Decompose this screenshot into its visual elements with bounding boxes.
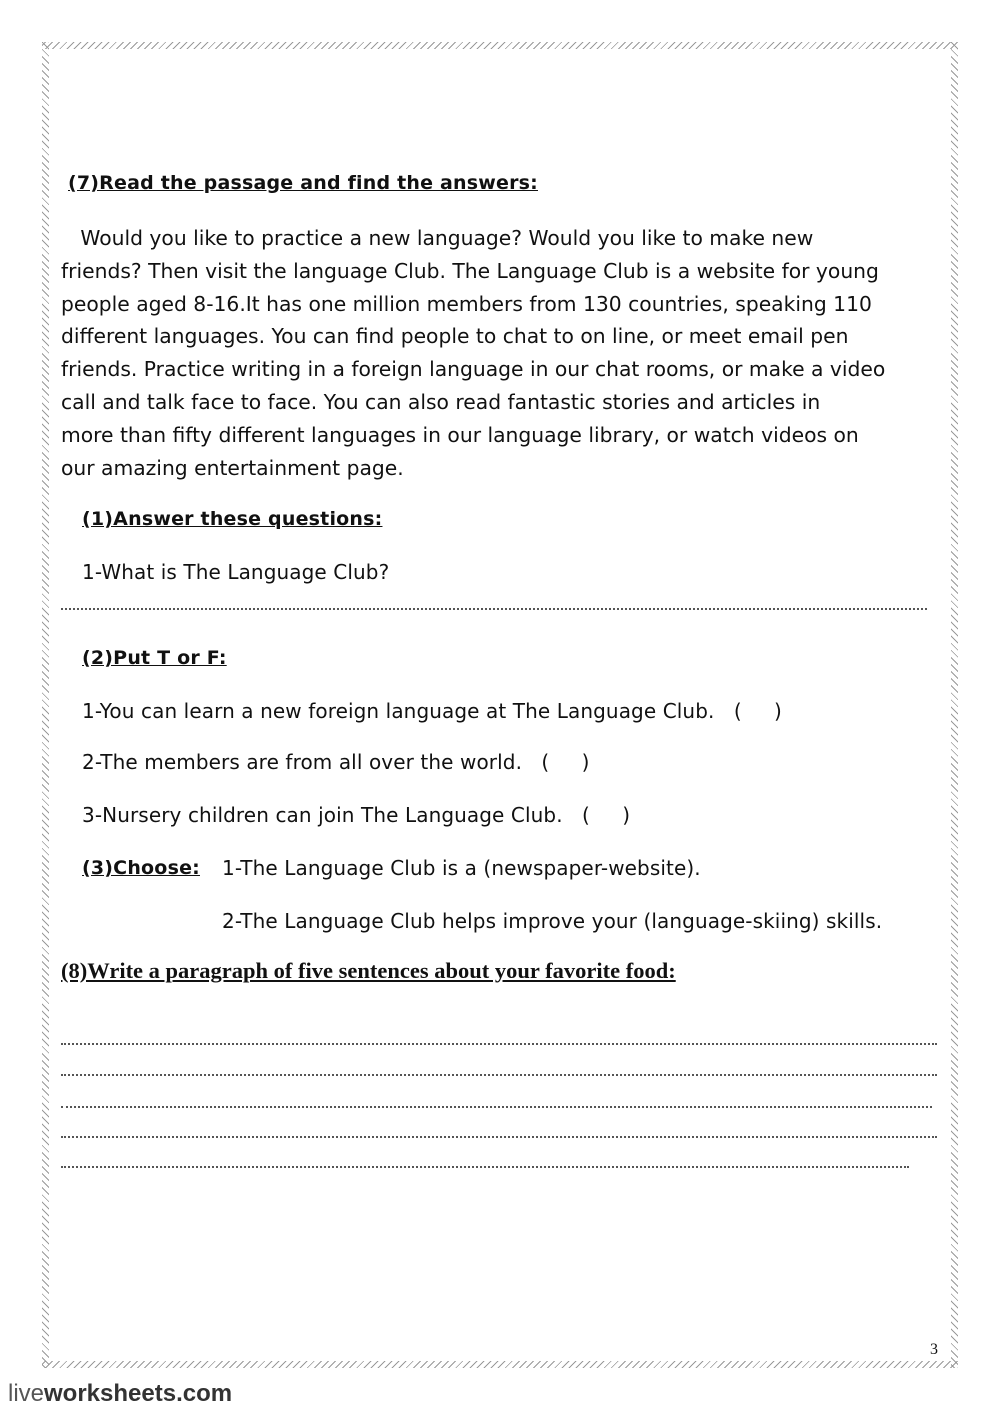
brand-bold: worksheets (44, 1380, 177, 1407)
writing-line[interactable] (61, 1166, 909, 1168)
writing-line[interactable] (61, 1136, 937, 1138)
passage-line: call and talk face to face. You can also read fantastic stories and articles in (61, 389, 821, 414)
writing-line[interactable] (61, 1043, 937, 1045)
passage-line: friends? Then visit the language Club. The Language Club is a website for young (61, 258, 879, 283)
section-7-title: (7)Read the passage and find the answers: (68, 172, 538, 194)
writing-line[interactable] (61, 1074, 937, 1076)
answer-questions-title: (1)Answer these questions: (82, 508, 383, 530)
page-number: 3 (930, 1341, 938, 1358)
true-false-item-2[interactable]: 2-The members are from all over the world. ( ) (82, 750, 590, 774)
passage-line: friends. Practice writing in a foreign language in our chat rooms, or make a video (61, 357, 886, 382)
page-border-left (42, 42, 49, 1368)
passage-line: Would you like to practice a new language? Would you like to make new (61, 226, 814, 250)
choose-item-2[interactable]: 2-The Language Club helps improve your (language-skiing) skills. (222, 909, 883, 933)
page-border-bottom (42, 1361, 958, 1368)
passage-line: our amazing entertainment page. (61, 455, 404, 480)
passage-line: people aged 8-16.It has one million members from 130 countries, speaking 110 (61, 291, 872, 316)
passage-line: more than fifty different languages in our language library, or watch videos on (61, 422, 859, 447)
question-1: 1-What is The Language Club? (82, 560, 390, 584)
true-false-item-3[interactable]: 3-Nursery children can join The Language Club. ( ) (82, 803, 631, 827)
reading-passage (61, 222, 951, 484)
page-border-right (951, 42, 958, 1368)
true-false-item-1[interactable]: 1-You can learn a new foreign language at The Language Club. ( ) (82, 699, 782, 723)
page-border-top (42, 42, 958, 49)
answer-line[interactable] (61, 608, 927, 610)
passage-line: different languages. You can find people to chat to on line, or meet email pen (61, 324, 849, 349)
brand-suffix: .com (176, 1380, 233, 1407)
section-8-title: (8)Write a paragraph of five sentences about your favorite food: (61, 958, 676, 983)
choose-title: (3)Choose: (82, 857, 200, 879)
true-false-title: (2)Put T or F: (82, 647, 227, 669)
choose-item-1[interactable]: 1-The Language Club is a (newspaper-website). (222, 856, 701, 880)
liveworksheets-logo (8, 1380, 232, 1408)
brand-light: live (8, 1380, 45, 1407)
writing-line[interactable] (61, 1106, 932, 1108)
